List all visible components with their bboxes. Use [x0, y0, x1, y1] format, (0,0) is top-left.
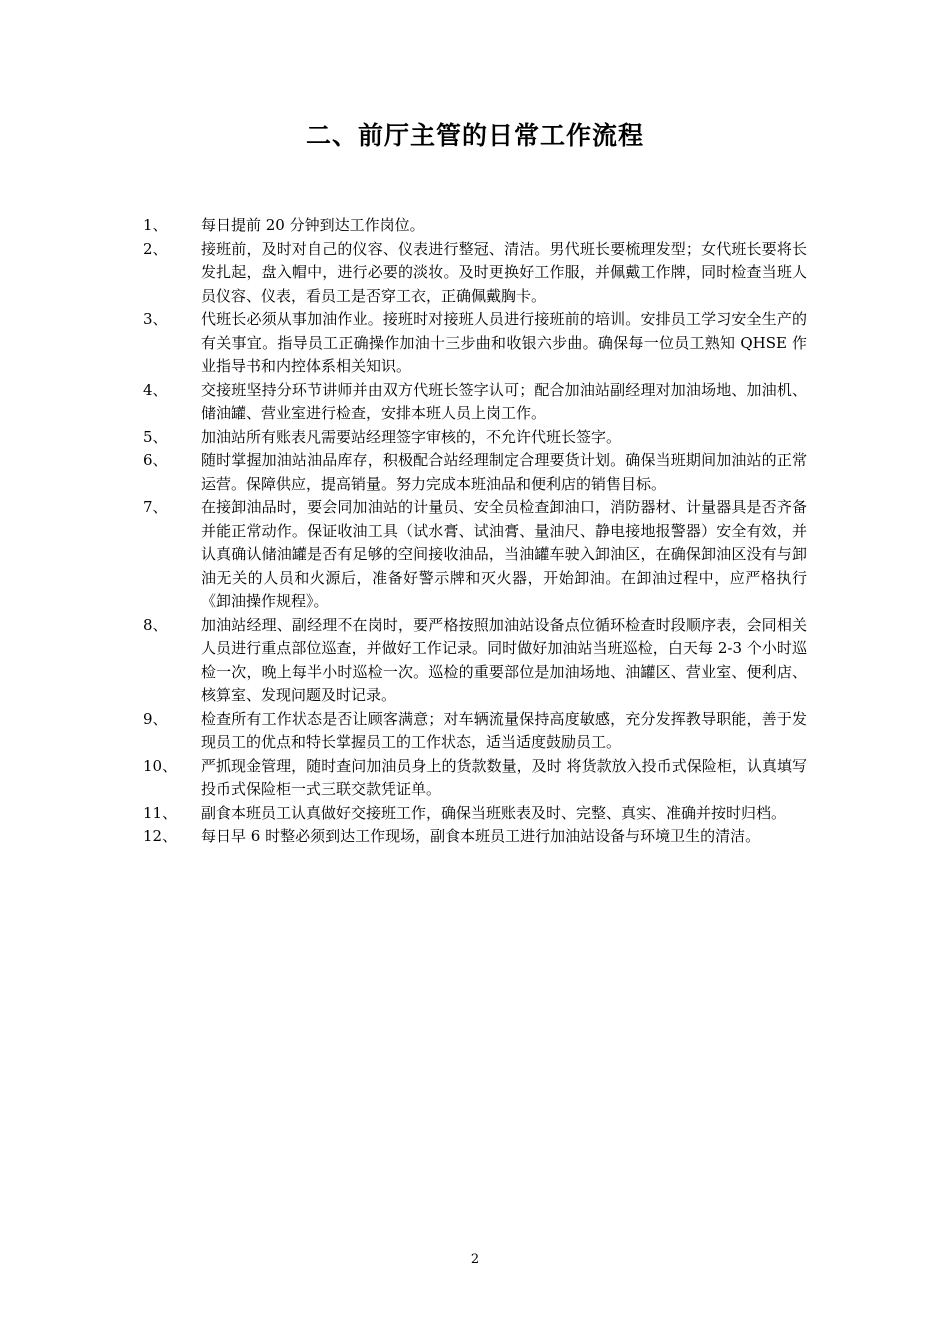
item-text: 严抓现金管理，随时查问加油员身上的货款数量，及时 将货款放入投币式保险柜，认真填写投币式保险柜一式三联交款凭证单。 — [201, 756, 807, 798]
item-number: 11、 — [143, 803, 178, 822]
list-item — [0, 214, 950, 238]
item-number: 2、 — [143, 239, 168, 258]
item-number: 8、 — [143, 615, 168, 634]
item-text: 每日早 6 时整必须到达工作现场，副食本班员工进行加油站设备与环境卫生的清洁。 — [201, 827, 761, 845]
list-item — [0, 379, 950, 426]
item-text: 检查所有工作状态是否让顾客满意；对车辆流量保持高度敏感，充分发挥教导职能，善于发现员工的优点和特长掌握员工的工作状态，适当适度鼓励员工。 — [201, 709, 807, 751]
list-item — [0, 708, 950, 755]
item-text: 接班前，及时对自己的仪容、仪表进行整冠、清洁。男代班长要梳理发型；女代班长要将长发扎起，盘入帽中，进行必要的淡妆。及时更换好工作服，并佩戴工作牌，同时检查当班人员仪容、仪表，看员工是否穿工衣，正确佩戴胸卡。 — [201, 239, 807, 305]
page-title: 二、前厅主管的日常工作流程 — [305, 121, 644, 150]
item-number: 3、 — [143, 310, 168, 328]
item-text: 副食本班员工认真做好交接班工作，确保当班账表及时、完整、真实、准确并按时归档。 — [201, 803, 787, 822]
procedure-list — [0, 214, 950, 849]
item-number: 5、 — [143, 427, 168, 446]
item-number: 9、 — [143, 709, 168, 728]
item-number: 7、 — [143, 498, 168, 516]
list-item — [0, 426, 950, 450]
list-item — [0, 238, 950, 309]
list-item — [0, 308, 950, 379]
item-text: 交接班坚持分环节讲师并由双方代班长签字认可；配合加油站副经理对加油场地、加油机、储油罐、营业室进行检查，安排本班人员上岗工作。 — [201, 380, 807, 422]
list-item — [0, 614, 950, 708]
page-number: 2 — [470, 1252, 480, 1267]
item-number: 10、 — [143, 756, 178, 775]
item-text: 代班长必须从事加油作业。接班时对接班人员进行接班前的培训。安排员工学习安全生产的有关事宜。指导员工正确操作加油十三步曲和收银六步曲。确保每一位员工熟知 QHSE 作业指导书和内控体系相关知识。 — [201, 310, 807, 375]
item-text: 每日提前 20 分钟到达工作岗位。 — [201, 216, 425, 234]
item-number: 6、 — [143, 451, 168, 469]
item-text: 加油站经理、副经理不在岗时，要严格按照加油站设备点位循环检查时段顺序表，会同相关人员进行重点部位巡查，并做好工作记录。同时做好加油站当班巡检，白天每 2-3 个小时巡检一次，晚上每半小时巡检一次。巡检的重要部位是加油场地、油罐区、营业室、便利店、核算室、发现问题及时记录。 — [201, 615, 807, 704]
list-item — [0, 449, 950, 496]
item-text: 加油站所有账表凡需要站经理签字审核的，不允许代班长签字。 — [201, 427, 622, 446]
list-item — [0, 825, 950, 849]
item-number: 12、 — [143, 827, 178, 845]
item-number: 4、 — [143, 380, 168, 399]
item-number: 1、 — [143, 216, 168, 234]
list-item — [0, 802, 950, 826]
item-text: 在接卸油品时，要会同加油站的计量员、安全员检查卸油口，消防器材、计量器具是否齐备并能正常动作。保证收油工具（试水膏、试油膏、量油尺、静电接地报警器）安全有效，并认真确认储油罐是否有足够的空间接收油品，当油罐车驶入卸油区，在确保卸油区没有与卸油无关的人员和火源后，准备好警示牌和灭火器，开始卸油。在卸油过程中，应严格执行《卸油操作规程》。 — [201, 498, 807, 610]
list-item — [0, 755, 950, 802]
list-item — [0, 496, 950, 614]
item-text: 随时掌握加油站油品库存，积极配合站经理制定合理要货计划。确保当班期间加油站的正常运营。保障供应，提高销量。努力完成本班油品和便利店的销售目标。 — [201, 451, 807, 493]
